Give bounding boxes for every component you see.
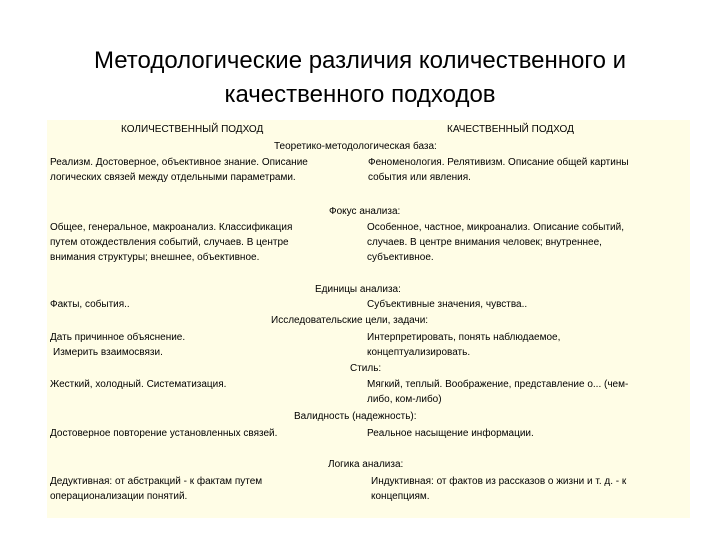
s4-right-line-1: Интерпретировать, понять наблюдаемое, xyxy=(367,332,561,343)
section-heading-goals: Исследовательские цели, задачи: xyxy=(271,315,429,326)
s2-left-line-2: путем отождествления событий, случаев. В центре xyxy=(50,237,289,248)
title-line-2: качественного подходов xyxy=(224,81,496,108)
s7-left-line-1: Дедуктивная: от абстракций - к фактам путем xyxy=(50,476,263,487)
section-heading-style: Стиль: xyxy=(350,363,382,374)
slide-title xyxy=(0,44,720,112)
s7-right-line-1: Индуктивная: от фактов из рассказов о жизни и т. д. - к xyxy=(371,476,627,487)
s5-left-line-1: Жесткий, холодный. Систематизация. xyxy=(50,379,227,390)
s2-left-line-1: Общее, генеральное, макроанализ. Классификация xyxy=(50,222,293,233)
s4-right-line-2: концептуализировать. xyxy=(367,347,471,358)
s1-right-line-1: Феноменология. Релятивизм. Описание общей картины xyxy=(368,157,629,168)
section-heading-logic: Логика анализа: xyxy=(328,459,404,470)
header-quantitative: КОЛИЧЕСТВЕННЫЙ ПОДХОД xyxy=(121,124,264,135)
s4-left-line-2: Измерить взаимосвязи. xyxy=(53,347,163,358)
s2-right-line-2: случаев. В центре внимания человек; внутреннее, xyxy=(367,237,602,248)
section-heading-units: Единицы анализа: xyxy=(315,284,401,295)
s2-right-line-1: Особенное, частное, микроанализ. Описание событий, xyxy=(367,222,624,233)
s6-left-line-1: Достоверное повторение установленных связей. xyxy=(50,428,278,439)
section-heading-focus: Фокус анализа: xyxy=(329,206,401,217)
s1-left-line-1: Реализм. Достоверное, объективное знание. Описание xyxy=(50,157,308,168)
s2-right-line-3: субъективное. xyxy=(367,252,434,263)
s1-right-line-2: события или явления. xyxy=(368,172,471,183)
s7-left-line-2: операционализации понятий. xyxy=(50,491,188,502)
s5-right-line-1: Мягкий, теплый. Воображение, представление о... (чем- xyxy=(367,379,629,390)
s6-right-line-1: Реальное насыщение информации. xyxy=(367,428,534,439)
section-heading-theory: Теоретико-методологическая база: xyxy=(274,141,437,152)
s5-right-line-2: либо, ком-либо) xyxy=(367,394,442,405)
s7-right-line-2: концепциям. xyxy=(371,491,430,502)
section-heading-validity: Валидность (надежность): xyxy=(294,411,417,422)
comparison-panel xyxy=(47,120,690,518)
s1-left-line-2: логических связей между отдельными параметрами. xyxy=(50,172,296,183)
header-qualitative: КАЧЕСТВЕННЫЙ ПОДХОД xyxy=(447,124,574,135)
s3-left-line-1: Факты, события.. xyxy=(50,299,130,310)
title-line-1: Методологические различия количественного и xyxy=(93,47,627,74)
s2-left-line-3: внимания структуры; внешнее, объективное. xyxy=(50,252,260,263)
s3-right-line-1: Субъективные значения, чувства.. xyxy=(367,299,528,310)
s4-left-line-1: Дать причинное объяснение. xyxy=(50,332,186,343)
